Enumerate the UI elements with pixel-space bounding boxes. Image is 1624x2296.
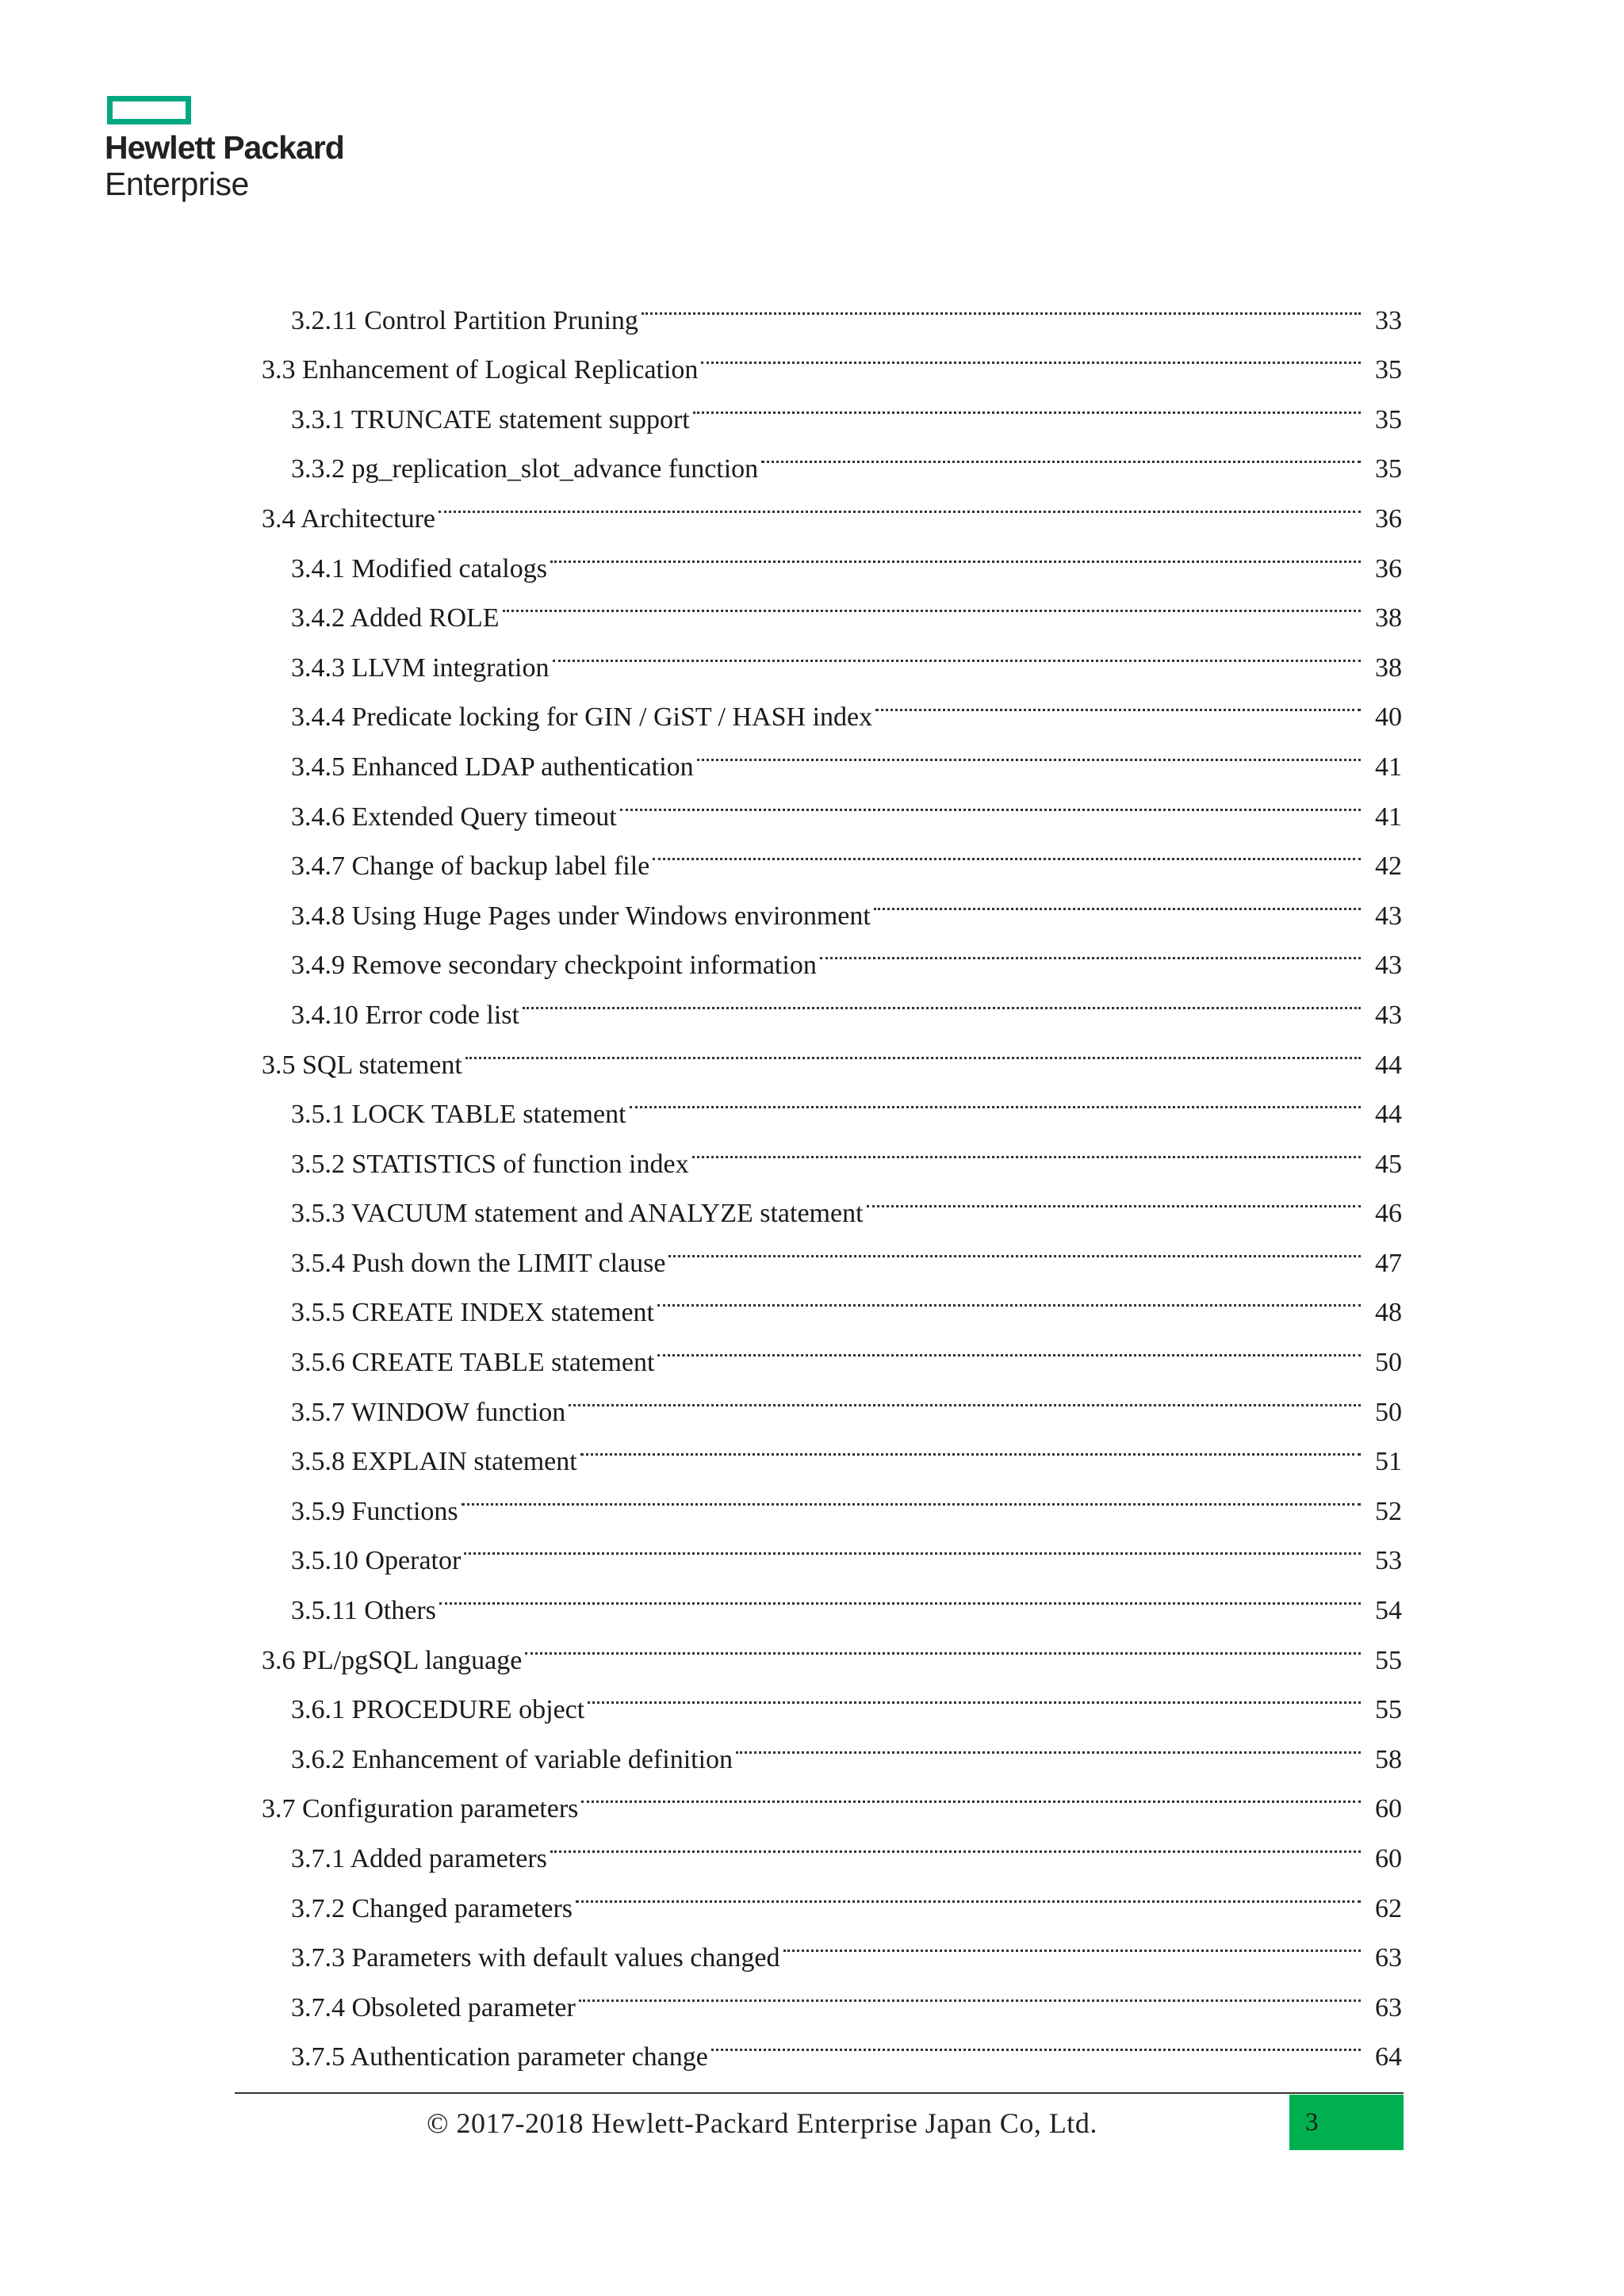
toc-dot-leader bbox=[581, 1768, 1361, 1818]
toc-dot-leader bbox=[657, 1321, 1361, 1371]
toc-dot-leader bbox=[630, 1073, 1361, 1123]
toc-dot-leader bbox=[462, 1470, 1361, 1520]
toc-entry-page: 63 bbox=[1375, 1992, 1402, 2022]
toc-entry-page: 55 bbox=[1375, 1645, 1402, 1675]
toc-dot-leader bbox=[579, 1966, 1361, 2016]
toc-entry-title: 3.4.8 Using Huge Pages under Windows environment bbox=[291, 901, 871, 931]
toc-entry-page: 47 bbox=[1375, 1248, 1402, 1278]
toc-dot-leader bbox=[553, 626, 1362, 676]
toc-dot-leader bbox=[439, 1569, 1361, 1619]
toc-entry-page: 40 bbox=[1375, 702, 1402, 733]
toc-dot-leader bbox=[701, 329, 1361, 379]
toc-entry-title: 3.5.7 WINDOW function bbox=[291, 1397, 566, 1427]
toc-dot-leader bbox=[550, 1817, 1361, 1867]
toc-entry-page: 33 bbox=[1375, 305, 1402, 335]
toc-entry-title: 3.4.5 Enhanced LDAP authentication bbox=[291, 752, 694, 782]
toc-dot-leader bbox=[820, 924, 1361, 974]
toc-entry-page: 53 bbox=[1375, 1546, 1402, 1576]
toc-dot-leader bbox=[867, 1173, 1361, 1223]
toc-entry-title: 3.3.1 TRUNCATE statement support bbox=[291, 404, 690, 434]
toc-entry-page: 41 bbox=[1375, 802, 1402, 832]
toc-dot-leader bbox=[697, 725, 1361, 775]
toc-entry-page: 36 bbox=[1375, 503, 1402, 534]
toc-dot-leader bbox=[761, 428, 1361, 478]
toc-entry-title: 3.5.5 CREATE INDEX statement bbox=[291, 1298, 654, 1328]
toc-entry-title: 3.4.7 Change of backup label file bbox=[291, 851, 650, 882]
toc-entry-title: 3.5.10 Operator bbox=[291, 1546, 462, 1576]
toc-entry-page: 35 bbox=[1375, 454, 1402, 484]
toc-dot-leader bbox=[588, 1669, 1361, 1719]
toc-dot-leader bbox=[620, 775, 1361, 825]
toc-dot-leader bbox=[692, 1123, 1361, 1173]
page-number-badge bbox=[1289, 2095, 1404, 2150]
toc-dot-leader bbox=[783, 1917, 1361, 1967]
toc-entry-title: 3.4.10 Error code list bbox=[291, 1000, 519, 1030]
toc-entry-page: 50 bbox=[1375, 1397, 1402, 1427]
toc-dot-leader bbox=[464, 1520, 1361, 1570]
toc-entry-title: 3.4.1 Modified catalogs bbox=[291, 553, 547, 584]
toc-entry-page: 35 bbox=[1375, 404, 1402, 434]
toc-dot-leader bbox=[875, 676, 1361, 726]
toc-dot-leader bbox=[465, 1024, 1361, 1073]
toc-entry-page: 45 bbox=[1375, 1149, 1402, 1179]
table-of-contents bbox=[262, 279, 1402, 2072]
toc-entry-title: 3.7 Configuration parameters bbox=[262, 1794, 579, 1824]
toc-entry-page: 58 bbox=[1375, 1744, 1402, 1774]
footer-copyright: © 2017-2018 Hewlett-Packard Enterprise Japan Co, Ltd. bbox=[427, 2107, 1097, 2139]
toc-dot-leader bbox=[439, 477, 1361, 527]
toc-entry-page: 63 bbox=[1375, 1943, 1402, 1973]
toc-entry-page: 51 bbox=[1375, 1447, 1402, 1477]
toc-entry-title: 3.5.9 Functions bbox=[291, 1496, 458, 1526]
toc-dot-leader bbox=[525, 1619, 1361, 1669]
hpe-logo bbox=[105, 94, 366, 212]
toc-dot-leader bbox=[653, 825, 1361, 875]
toc-entry-page: 38 bbox=[1375, 603, 1402, 633]
toc-entry-page: 36 bbox=[1375, 553, 1402, 584]
toc-entry-page: 42 bbox=[1375, 851, 1402, 882]
logo-text-line1: Hewlett Packard bbox=[105, 129, 344, 166]
toc-entry-page: 50 bbox=[1375, 1348, 1402, 1378]
toc-entry-page: 62 bbox=[1375, 1893, 1402, 1923]
toc-dot-leader bbox=[580, 1421, 1361, 1471]
toc-dot-leader bbox=[874, 874, 1361, 924]
toc-dot-leader bbox=[657, 1272, 1361, 1322]
toc-dot-leader bbox=[523, 974, 1361, 1024]
toc-entry-title: 3.4.6 Extended Query timeout bbox=[291, 802, 617, 832]
toc-entry-page: 55 bbox=[1375, 1695, 1402, 1725]
logo-text-line2: Enterprise bbox=[105, 166, 249, 202]
toc-dot-leader bbox=[503, 577, 1361, 627]
toc-dot-leader bbox=[550, 527, 1361, 577]
toc-entry[interactable] bbox=[262, 279, 1402, 335]
toc-entry-page: 46 bbox=[1375, 1199, 1402, 1229]
toc-entry-title: 3.7.5 Authentication parameter change bbox=[291, 2042, 708, 2072]
toc-entry-page: 44 bbox=[1375, 1050, 1402, 1080]
toc-entry-page: 38 bbox=[1375, 652, 1402, 683]
toc-entry-page: 64 bbox=[1375, 2042, 1402, 2072]
toc-entry-page: 54 bbox=[1375, 1596, 1402, 1626]
toc-dot-leader bbox=[736, 1718, 1361, 1768]
toc-entry-page: 41 bbox=[1375, 752, 1402, 782]
toc-entry-page: 60 bbox=[1375, 1844, 1402, 1873]
toc-entry-title: 3.4.2 Added ROLE bbox=[291, 603, 500, 633]
toc-entry-page: 43 bbox=[1375, 1000, 1402, 1030]
toc-entry-title: 3.5.8 EXPLAIN statement bbox=[291, 1447, 577, 1477]
toc-entry-title: 3.5.4 Push down the LIMIT clause bbox=[291, 1248, 666, 1278]
toc-entry-page: 43 bbox=[1375, 951, 1402, 981]
toc-entry-title: 3.6 PL/pgSQL language bbox=[262, 1645, 523, 1675]
toc-entry-title: 3.7.2 Changed parameters bbox=[291, 1893, 573, 1923]
toc-entry-title: 3.4.4 Predicate locking for GIN / GiST / HASH index bbox=[291, 702, 873, 733]
toc-dot-leader bbox=[668, 1222, 1361, 1272]
toc-entry-title: 3.6.2 Enhancement of variable definition bbox=[291, 1744, 733, 1774]
footer-divider bbox=[235, 2092, 1404, 2094]
toc-entry-title: 3.5.11 Others bbox=[291, 1596, 436, 1626]
toc-dot-leader bbox=[642, 279, 1361, 329]
toc-dot-leader bbox=[569, 1371, 1361, 1421]
toc-entry-title: 3.7.4 Obsoleted parameter bbox=[291, 1992, 576, 2022]
toc-entry-page: 35 bbox=[1375, 355, 1402, 385]
toc-entry-title: 3.5.6 CREATE TABLE statement bbox=[291, 1348, 655, 1378]
toc-entry-page: 60 bbox=[1375, 1794, 1402, 1824]
toc-entry-title: 3.4.3 LLVM integration bbox=[291, 652, 550, 683]
toc-dot-leader bbox=[711, 2016, 1361, 2066]
toc-entry-title: 3.5.3 VACUUM statement and ANALYZE statement bbox=[291, 1199, 864, 1229]
toc-entry-page: 48 bbox=[1375, 1298, 1402, 1328]
hpe-logo-element-icon bbox=[107, 96, 191, 124]
toc-dot-leader bbox=[693, 378, 1361, 428]
page-number: 3 bbox=[1305, 2108, 1319, 2137]
toc-entry-title: 3.6.1 PROCEDURE object bbox=[291, 1695, 585, 1725]
toc-entry-page: 52 bbox=[1375, 1496, 1402, 1526]
toc-entry-title: 3.2.11 Control Partition Pruning bbox=[291, 305, 638, 335]
toc-entry-title: 3.5.2 STATISTICS of function index bbox=[291, 1149, 689, 1179]
toc-entry-page: 43 bbox=[1375, 901, 1402, 931]
toc-entry-title: 3.4.9 Remove secondary checkpoint information bbox=[291, 951, 817, 981]
toc-entry-title: 3.5.1 LOCK TABLE statement bbox=[291, 1100, 626, 1130]
toc-entry-page: 44 bbox=[1375, 1100, 1402, 1130]
toc-entry-title: 3.7.3 Parameters with default values changed bbox=[291, 1943, 780, 1973]
toc-entry-title: 3.5 SQL statement bbox=[262, 1050, 462, 1080]
toc-entry-title: 3.4 Architecture bbox=[262, 503, 436, 534]
toc-entry-title: 3.3 Enhancement of Logical Replication bbox=[262, 355, 699, 385]
toc-entry-title: 3.7.1 Added parameters bbox=[291, 1844, 547, 1873]
toc-dot-leader bbox=[576, 1867, 1361, 1917]
toc-entry-title: 3.3.2 pg_replication_slot_advance function bbox=[291, 454, 759, 484]
